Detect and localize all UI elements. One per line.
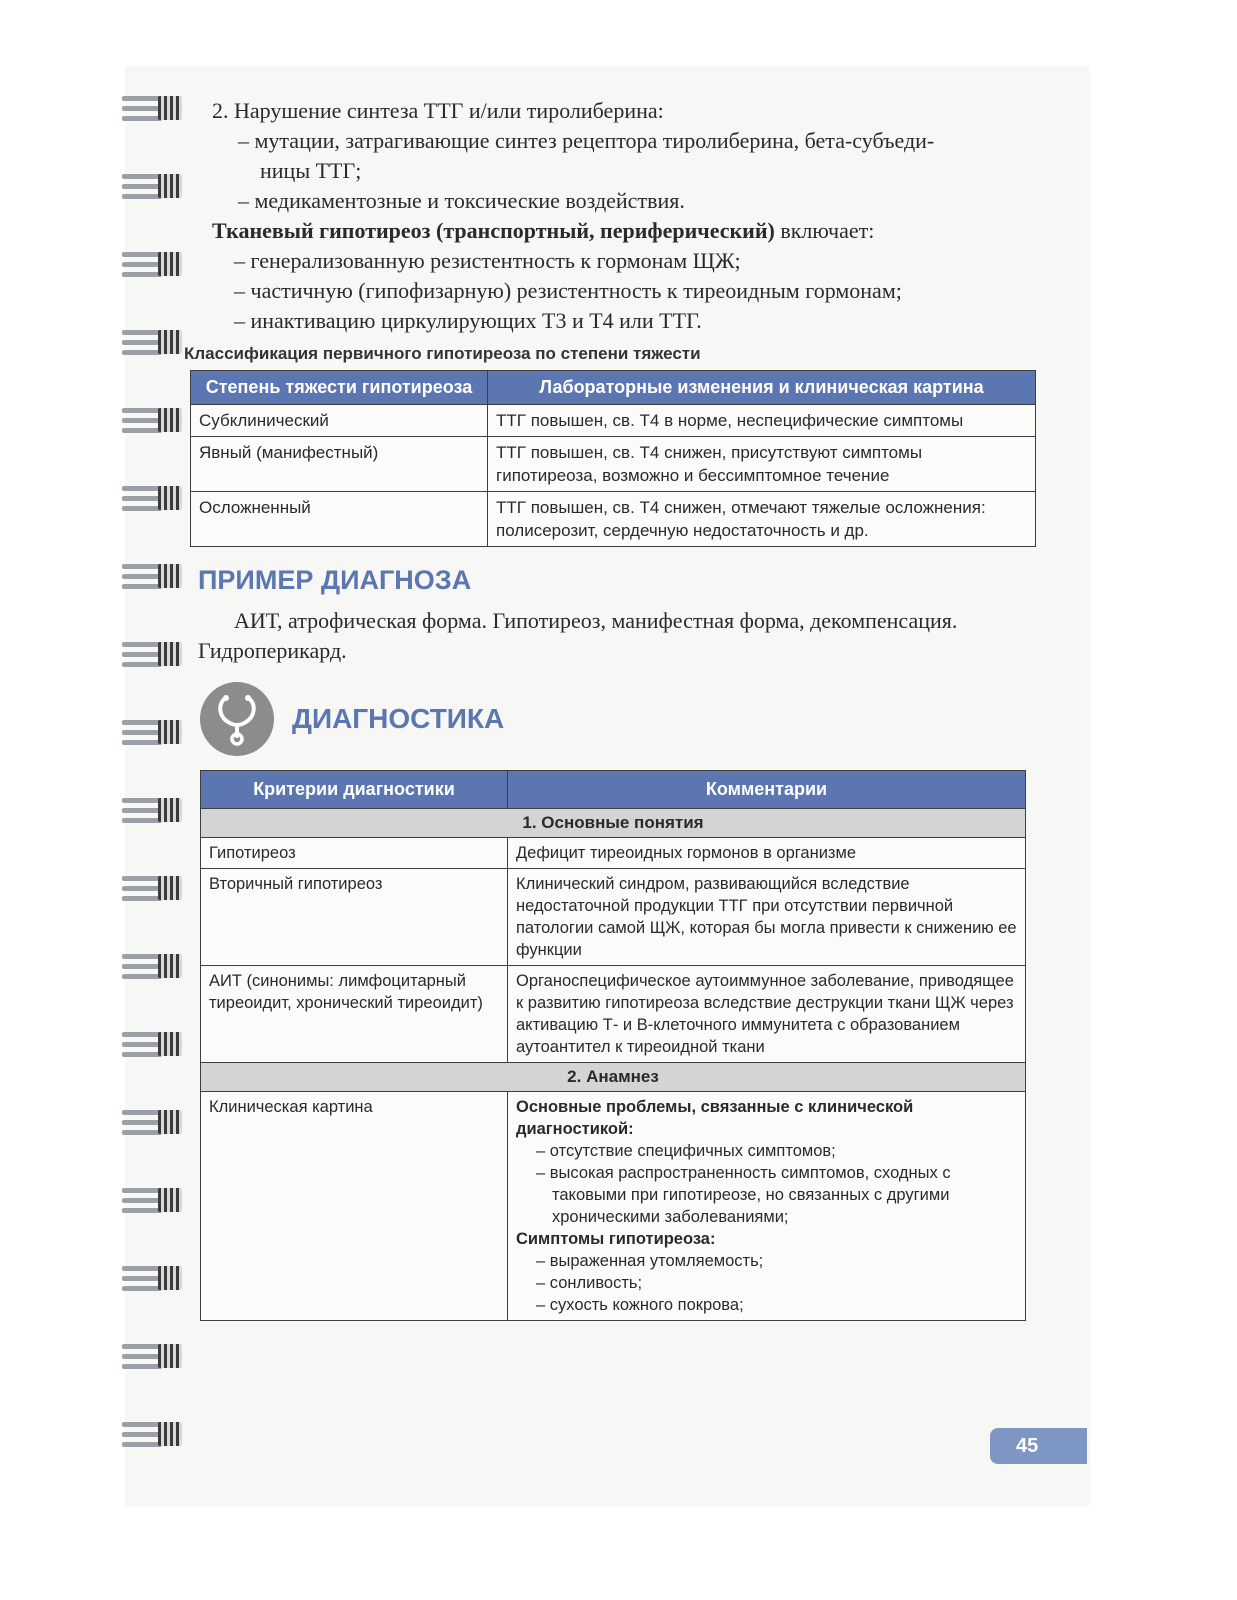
spiral-wire <box>122 1208 162 1213</box>
spiral-wire <box>122 252 162 257</box>
spiral-wire <box>122 116 162 121</box>
list-item: – сонливость; <box>536 1274 643 1292</box>
spiral-wire <box>122 584 162 589</box>
spiral-wire <box>122 1422 162 1427</box>
spiral-wire <box>122 428 162 433</box>
severity-cell: Осложненный <box>191 492 488 547</box>
page-number: 45 <box>990 1428 1087 1464</box>
spiral-wire <box>122 272 162 277</box>
table-row <box>191 405 1036 437</box>
spiral-hole <box>158 1344 182 1368</box>
spiral-wire <box>122 1286 162 1291</box>
dx-cell: Дефицит тиреоидных гормонов в организме <box>508 838 1026 869</box>
spiral-wire <box>122 96 162 101</box>
list-item: – выраженная утомляемость; <box>536 1252 764 1270</box>
diagnostics-title: ДИАГНОСТИКА <box>292 703 505 734</box>
severity-header-degree: Степень тяжести гипотиреоза <box>191 371 488 405</box>
spiral-hole <box>158 876 182 900</box>
stethoscope-icon <box>200 682 274 756</box>
spiral-coil <box>122 1260 188 1296</box>
table-row <box>201 966 1026 1063</box>
spiral-wire <box>122 1344 162 1349</box>
spiral-hole <box>158 408 182 432</box>
spiral-wire <box>122 330 162 335</box>
spiral-hole <box>158 798 182 822</box>
tissue-point-2: – частичную (гипофизарную) резистентность к тиреоидным гормонам; <box>234 278 902 303</box>
table-row <box>201 838 1026 869</box>
severity-header-lab: Лабораторные изменения и клиническая картина <box>488 371 1036 405</box>
spiral-wire <box>122 642 162 647</box>
spiral-hole <box>158 1422 182 1446</box>
spiral-wire <box>122 974 162 979</box>
dx-group-1: 1. Основные понятия <box>201 809 1026 838</box>
spiral-coil <box>122 480 188 516</box>
dx-cell: АИТ (синонимы: лимфоцитарный тиреоидит, хронический тиреоидит) <box>201 966 508 1063</box>
severity-cell: ТТГ повышен, св. Т4 снижен, присутствуют симптомы гипотиреоза, возможно и бессимптомное течение <box>488 437 1036 492</box>
spiral-wire <box>122 798 162 803</box>
example-heading: ПРИМЕР ДИАГНОЗА <box>198 565 472 595</box>
spiral-coil <box>122 90 188 126</box>
spiral-wire <box>122 662 162 667</box>
dx-group-2: 2. Анамнез <box>201 1063 1026 1092</box>
severity-cell: Явный (манифестный) <box>191 437 488 492</box>
spiral-wire <box>122 408 162 413</box>
spiral-coil <box>122 636 188 672</box>
spiral-wire <box>122 1364 162 1369</box>
spiral-wire <box>122 818 162 823</box>
item2-point-2: – медикаментозные и токсические воздействия. <box>238 188 685 213</box>
spiral-coil <box>122 1182 188 1218</box>
spiral-coil <box>122 870 188 906</box>
tissue-bold: Тканевый гипотиреоз (транспортный, периферический) <box>212 218 775 243</box>
spiral-coil <box>122 1104 188 1140</box>
dx-group-row <box>201 1063 1026 1092</box>
list-item: – отсутствие специфичных симптомов; <box>536 1142 836 1160</box>
spiral-hole <box>158 252 182 276</box>
dx-clinical-label: Клиническая картина <box>201 1092 508 1321</box>
dx-cell: Гипотиреоз <box>201 838 508 869</box>
spiral-wire <box>122 876 162 881</box>
dx-cell: Вторичный гипотиреоз <box>201 869 508 966</box>
spiral-hole <box>158 1188 182 1212</box>
spiral-coil <box>122 948 188 984</box>
spiral-wire <box>122 194 162 199</box>
dx-cell: Органоспецифическое аутоиммунное заболевание, приводящее к развитию гипотиреоза вследствие деструкции ткани ЩЖ через активацию Т- и В-клеточного иммунитета с образованием аутоантител к тиреоидной ткани <box>508 966 1026 1063</box>
dx-problems-title: Основные проблемы, связанные с клинической диагностикой: <box>516 1098 914 1138</box>
spiral-hole <box>158 564 182 588</box>
severity-cell: ТТГ повышен, св. Т4 в норме, неспецифические симптомы <box>488 405 1036 437</box>
spiral-wire <box>122 506 162 511</box>
spiral-hole <box>158 486 182 510</box>
dx-header-row <box>201 771 1026 809</box>
spiral-wire <box>122 1052 162 1057</box>
spiral-wire <box>122 486 162 491</box>
spiral-hole <box>158 954 182 978</box>
dx-group-row <box>201 809 1026 838</box>
spiral-hole <box>158 96 182 120</box>
table-row <box>191 492 1036 547</box>
diagnostics-table <box>200 770 1026 1321</box>
spiral-hole <box>158 1032 182 1056</box>
severity-caption: Классификация первичного гипотиреоза по степени тяжести <box>184 344 701 363</box>
tissue-point-1: – генерализованную резистентность к гормонам ЩЖ; <box>234 248 741 273</box>
spiral-wire <box>122 1032 162 1037</box>
spiral-coil <box>122 558 188 594</box>
spiral-wire <box>122 1188 162 1193</box>
item2-point-1: – мутации, затрагивающие синтез рецептора тиролиберина, бета-субъеди- <box>238 128 935 153</box>
spiral-wire <box>122 174 162 179</box>
severity-table <box>190 370 1036 547</box>
spiral-hole <box>158 642 182 666</box>
spiral-wire <box>122 740 162 745</box>
item2-title: 2. Нарушение синтеза ТТГ и/или тиролиберина: <box>212 98 664 123</box>
spiral-wire <box>122 896 162 901</box>
page-content <box>184 96 1040 1321</box>
spiral-coil <box>122 1026 188 1062</box>
severity-cell: Субклинический <box>191 405 488 437</box>
spiral-coil <box>122 1416 188 1452</box>
table-row <box>201 869 1026 966</box>
spiral-wire <box>122 954 162 959</box>
spiral-wire <box>122 564 162 569</box>
dx-clinical-cell <box>508 1092 1026 1321</box>
severity-cell: ТТГ повышен, св. Т4 снижен, отмечают тяжелые осложнения: полисерозит, сердечную недостаточность и др. <box>488 492 1036 547</box>
spiral-hole <box>158 720 182 744</box>
spiral-coil <box>122 792 188 828</box>
spiral-wire <box>122 350 162 355</box>
spiral-wire <box>122 1110 162 1115</box>
spiral-binding <box>122 90 192 1480</box>
dx-cell: Клинический синдром, развивающийся вследствие недостаточной продукции ТТГ при отсутствии первичной патологии самой ЩЖ, которая бы могла привести к снижению ее функции <box>508 869 1026 966</box>
spiral-wire <box>122 1442 162 1447</box>
spiral-wire <box>122 720 162 725</box>
item2-point-1-cont: ницы ТТГ; <box>260 158 362 183</box>
dx-header-criteria: Критерии диагностики <box>201 771 508 809</box>
spiral-coil <box>122 402 188 438</box>
spiral-wire <box>122 1266 162 1271</box>
spiral-coil <box>122 324 188 360</box>
spiral-hole <box>158 1266 182 1290</box>
list-item: – сухость кожного покрова; <box>536 1296 744 1314</box>
list-item: – высокая распространенность симптомов, сходных с таковыми при гипотиреозе, но связанных с другими хроническими заболеваниями; <box>536 1164 951 1226</box>
spiral-hole <box>158 1110 182 1134</box>
tissue-hypothyroidism-line <box>190 216 1040 246</box>
table-row <box>201 1092 1026 1321</box>
spiral-coil <box>122 168 188 204</box>
spiral-hole <box>158 330 182 354</box>
dx-symptoms-title: Симптомы гипотиреоза: <box>516 1230 716 1248</box>
table-row <box>191 437 1036 492</box>
spiral-coil <box>122 714 188 750</box>
spiral-hole <box>158 174 182 198</box>
example-text: АИТ, атрофическая форма. Гипотиреоз, манифестная форма, декомпенсация. Гидроперикард. <box>198 608 958 663</box>
tissue-rest: включает: <box>774 218 875 243</box>
diagnostics-heading <box>200 682 1040 756</box>
severity-header-row <box>191 371 1036 405</box>
spiral-wire <box>122 1130 162 1135</box>
spiral-coil <box>122 1338 188 1374</box>
spiral-coil <box>122 246 188 282</box>
dx-header-comments: Комментарии <box>508 771 1026 809</box>
tissue-point-3: – инактивацию циркулирующих Т3 и Т4 или ТТГ. <box>234 308 702 333</box>
